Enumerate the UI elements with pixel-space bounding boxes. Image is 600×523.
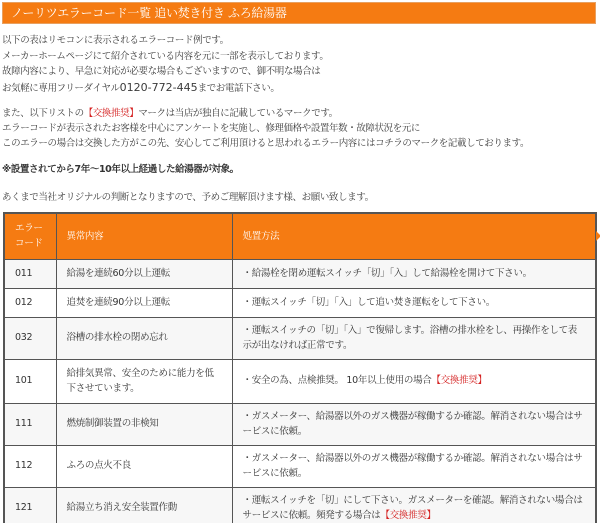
error-issue: ふろの点火不良 bbox=[56, 445, 232, 487]
header-code bbox=[5, 214, 56, 259]
table-row bbox=[5, 445, 595, 487]
replacement-mark: 【交換推奨】 bbox=[431, 375, 487, 387]
replacement-mark: 【交換推奨】 bbox=[83, 108, 139, 119]
table-row bbox=[5, 317, 595, 359]
table-row bbox=[5, 487, 595, 523]
error-code: 101 bbox=[5, 359, 56, 403]
notice-line-3: このエラーの場合は交換した方がこの先、安心してご利用頂けると思われるエラー内容にはコチラのマークを記載しております。 bbox=[2, 138, 530, 149]
action-text: ・安全の為、点検推奨。 10年以上使用の場合 bbox=[242, 375, 432, 387]
error-issue: 浴槽の排水栓の閉め忘れ bbox=[56, 317, 232, 359]
replacement-mark: 【交換推奨】 bbox=[380, 510, 436, 521]
phone-number[interactable]: 0120-772-445 bbox=[119, 80, 198, 94]
header-issue: 異常内容 bbox=[56, 214, 232, 259]
error-code: 121 bbox=[5, 487, 56, 523]
action-text: ・ガスメーター、給湯器以外のガス機器が稼働するか確認。解消されない場合はサービスに依頼。 bbox=[242, 410, 583, 437]
header-action: 処置方法 bbox=[232, 214, 595, 259]
error-code: 012 bbox=[5, 288, 56, 317]
table-row bbox=[5, 403, 595, 445]
header-code-line2: コード bbox=[15, 238, 43, 250]
target-note: ※設置されてから7年～10年以上経過した給湯器が対象。 bbox=[2, 164, 239, 175]
phone-suffix: までお電話下さい。 bbox=[197, 82, 280, 94]
intro-line-4 bbox=[2, 80, 328, 97]
error-code: 032 bbox=[5, 317, 56, 359]
error-action bbox=[232, 288, 595, 317]
error-code-table bbox=[5, 214, 595, 523]
notice-line-2: エラーコードが表示されたお客様を中心にアンケートを実施し、修理価格や設置年数・故障状況を元に bbox=[2, 123, 421, 134]
action-text: ・運転スイッチの「切」「入」で復帰します。浴槽の排水栓をし、再操作をして表示が出なければ正常です。 bbox=[242, 324, 578, 351]
phone-prefix: お気軽に専用フリーダイヤル bbox=[2, 82, 120, 94]
action-text: ・運転スイッチ「切」「入」して追い焚き運転をして下さい。 bbox=[242, 296, 495, 308]
intro-line-3: 故障内容により、早急に対応が必要な場合もございますので、御不明な場合は bbox=[2, 66, 321, 77]
error-issue: 給湯立ち消え安全装置作動 bbox=[56, 487, 232, 523]
page-title: ノーリツエラーコード一覧 追い焚き付き ふろ給湯器 bbox=[2, 2, 596, 24]
error-action bbox=[232, 445, 595, 487]
error-code-table-container bbox=[3, 212, 597, 523]
error-action bbox=[232, 487, 595, 523]
action-text: ・給湯栓を閉め運転スイッチ「切」「入」して給湯栓を開けて下さい。 bbox=[242, 267, 532, 279]
disclaimer: あくまで当社オリジナルの判断となりますので、予めご理解頂けます様、お願い致します。 bbox=[2, 192, 374, 203]
error-issue: 燃焼制御装置の非検知 bbox=[56, 403, 232, 445]
action-text: ・運転スイッチを「切」にして下さい。ガスメーターを確認。解消されない場合はサービスに依頼。頻発する場合は bbox=[242, 494, 583, 521]
intro-line-1: 以下の表はリモコンに表示されるエラーコード例です。 bbox=[2, 35, 229, 46]
error-action bbox=[232, 359, 595, 403]
table-header-row bbox=[5, 214, 595, 259]
notice-line-1 bbox=[2, 106, 529, 121]
error-action bbox=[232, 317, 595, 359]
error-issue: 給排気異常、安全のために能力を低下させています。 bbox=[56, 359, 232, 403]
table-row bbox=[5, 359, 595, 403]
error-code: 112 bbox=[5, 445, 56, 487]
action-text: ・ガスメーター、給湯器以外のガス機器が稼働するか確認。解消されない場合はサービスに依頼。 bbox=[242, 452, 583, 479]
error-action bbox=[232, 403, 595, 445]
intro-text bbox=[2, 33, 328, 96]
notice-suffix: マークは当店が独自に記載しているマークです。 bbox=[138, 108, 338, 119]
notice-text bbox=[2, 106, 529, 151]
header-code-line1: エラー bbox=[15, 223, 43, 235]
error-code: 011 bbox=[5, 259, 56, 288]
error-issue: 追焚を連続90分以上運転 bbox=[56, 288, 232, 317]
error-action bbox=[232, 259, 595, 288]
table-row bbox=[5, 259, 595, 288]
error-code: 111 bbox=[5, 403, 56, 445]
arrow-right-icon bbox=[596, 231, 600, 241]
error-issue: 給湯を連続60分以上運転 bbox=[56, 259, 232, 288]
intro-line-2: メーカーホームページにて紹介されている内容を元に一部を表示しております。 bbox=[2, 50, 329, 62]
table-row bbox=[5, 288, 595, 317]
notice-prefix: また、以下リストの bbox=[2, 108, 84, 119]
